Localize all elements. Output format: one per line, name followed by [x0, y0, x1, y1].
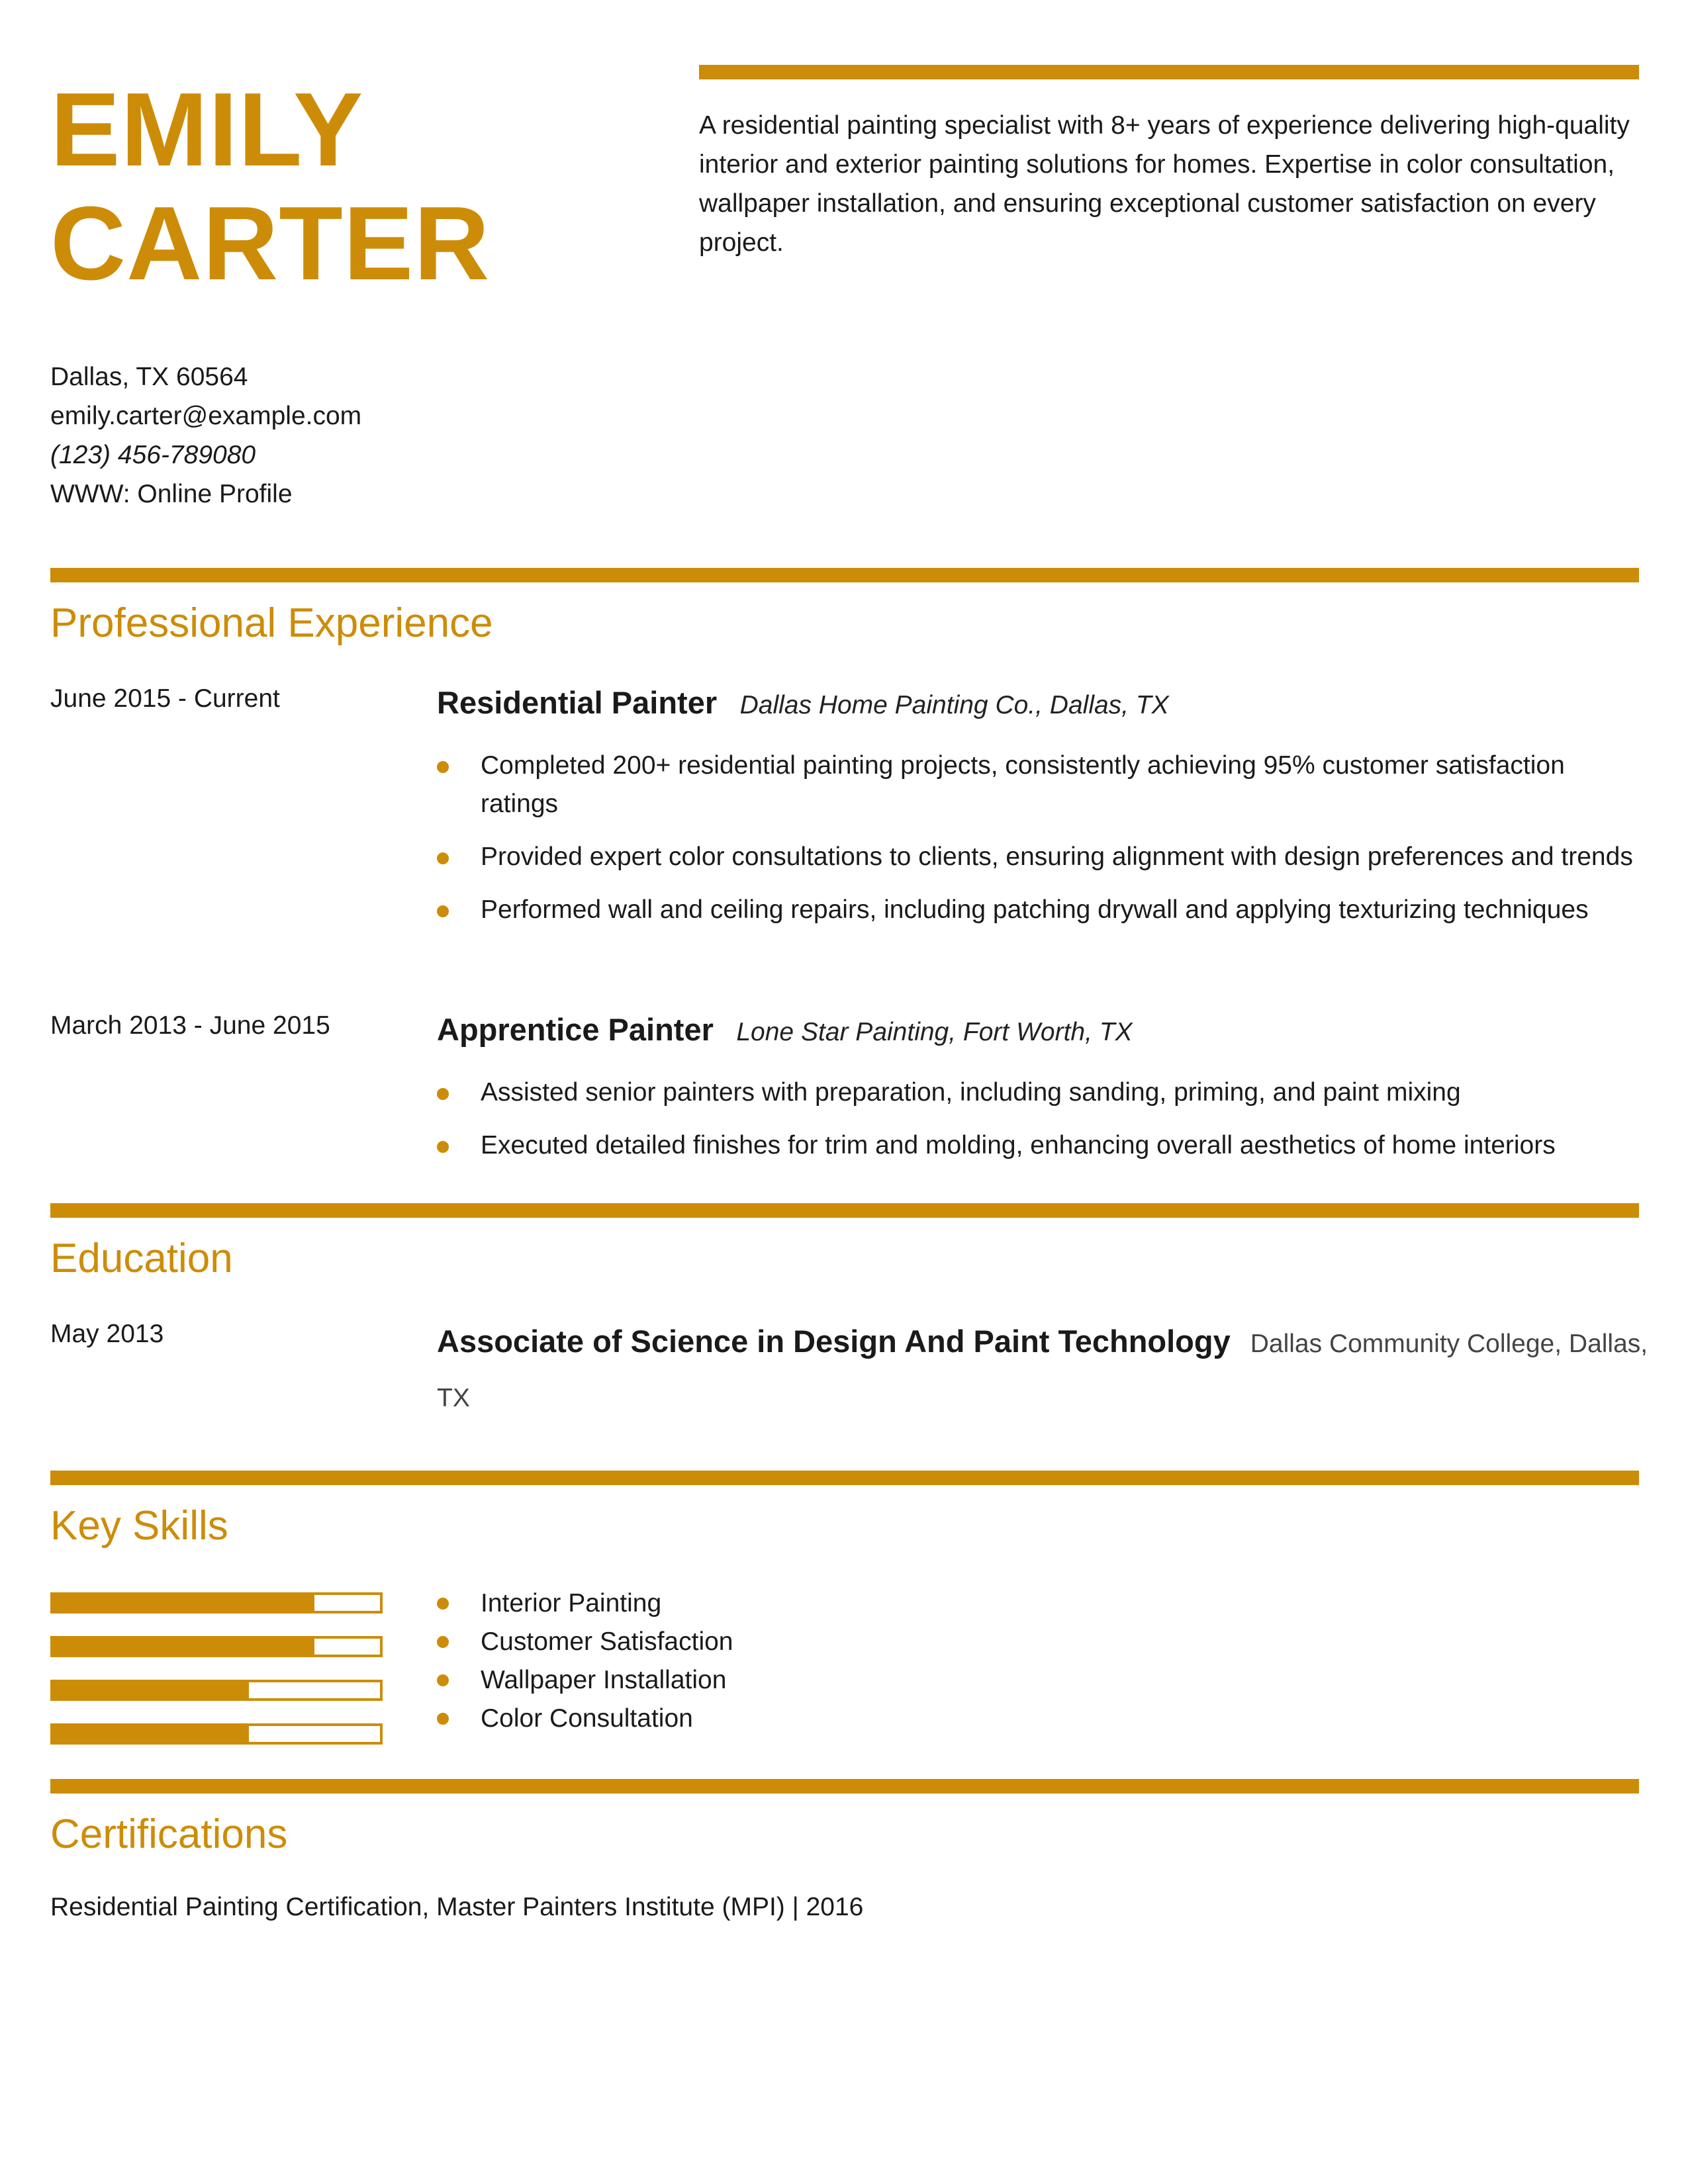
- candidate-name: [50, 73, 490, 300]
- bullet-text: Completed 200+ residential painting projects, consistently achieving 95% customer satisfaction ratings: [481, 751, 1565, 818]
- skill-level-bars: [50, 1592, 383, 1767]
- job-2-company: Lone Star Painting, Fort Worth, TX: [736, 1018, 1133, 1046]
- education-date: May 2013: [50, 1320, 164, 1348]
- education-school: Dallas Community College, Dallas, TX: [437, 1330, 1648, 1412]
- skill-name: Interior Painting: [481, 1589, 662, 1617]
- bullet-text: Performed wall and ceiling repairs, including patching drywall and applying texturizing techniques: [481, 895, 1589, 924]
- list-item: [437, 838, 1648, 876]
- professional-summary: A residential painting specialist with 8+ years of experience delivering high-quality interior and exterior painting solutions for homes. Expertise in color consultation, wallpaper installation, and ensuring exceptional customer satisfaction on every project.: [699, 111, 1630, 257]
- skill-item: [437, 1661, 733, 1700]
- bullet-text: Executed detailed finishes for trim and molding, enhancing overall aesthetics of home interiors: [481, 1131, 1556, 1160]
- bullet-icon: [437, 852, 449, 864]
- job-2-title: Apprentice Painter: [437, 1012, 714, 1047]
- skill-level-fill: [53, 1595, 314, 1611]
- bullet-icon: [437, 1674, 449, 1686]
- bullet-text: Provided expert color consultations to clients, ensuring alignment with design preferences and trends: [481, 842, 1633, 871]
- skill-item: [437, 1623, 733, 1661]
- job-1-bullets: [437, 747, 1648, 944]
- list-item: [437, 1073, 1648, 1112]
- certifications-heading: Certifications: [50, 1811, 288, 1857]
- bullet-icon: [437, 1636, 449, 1648]
- last-name: CARTER: [50, 185, 491, 302]
- bullet-icon: [437, 1713, 449, 1725]
- skill-level-fill: [53, 1682, 249, 1698]
- job-1-title: Residential Painter: [437, 685, 718, 720]
- first-name: EMILY: [50, 71, 364, 188]
- contact-info: [50, 357, 361, 514]
- skill-item: [437, 1700, 733, 1738]
- experience-heading: Professional Experience: [50, 600, 493, 646]
- contact-location: Dallas, TX 60564: [50, 363, 248, 391]
- contact-website[interactable]: WWW: Online Profile: [50, 480, 293, 508]
- skill-level-bar: [50, 1636, 383, 1657]
- skills-heading: Key Skills: [50, 1503, 228, 1549]
- skills-divider: [50, 1471, 1639, 1485]
- job-2-header: [437, 1011, 1133, 1048]
- skill-level-bar: [50, 1592, 383, 1614]
- list-item: [437, 1126, 1648, 1165]
- skill-item: [437, 1584, 733, 1623]
- skill-level-bar: [50, 1680, 383, 1701]
- education-heading: Education: [50, 1236, 233, 1281]
- bullet-icon: [437, 761, 449, 773]
- job-2-bullets: [437, 1073, 1648, 1179]
- skill-level-fill: [53, 1639, 314, 1655]
- skill-level-fill: [53, 1726, 249, 1742]
- certification-entry: Residential Painting Certification, Master Painters Institute (MPI) | 2016: [50, 1893, 864, 1921]
- contact-phone[interactable]: (123) 456-789080: [50, 441, 256, 469]
- list-item: [437, 891, 1648, 929]
- job-1-header: [437, 684, 1169, 721]
- skill-name: Wallpaper Installation: [481, 1666, 727, 1694]
- bullet-icon: [437, 1088, 449, 1100]
- list-item: [437, 747, 1648, 823]
- skills-list: [437, 1584, 733, 1738]
- bullet-icon: [437, 1141, 449, 1153]
- skill-name: Customer Satisfaction: [481, 1627, 733, 1656]
- education-divider: [50, 1203, 1639, 1218]
- skill-level-bar: [50, 1723, 383, 1745]
- contact-email[interactable]: emily.carter@example.com: [50, 402, 362, 430]
- bullet-text: Assisted senior painters with preparation, including sanding, priming, and paint mixing: [481, 1078, 1461, 1107]
- education-degree: Associate of Science in Design And Paint Technology: [437, 1324, 1231, 1359]
- education-entry: [437, 1317, 1648, 1428]
- job-1-dates: June 2015 - Current: [50, 684, 280, 713]
- bullet-icon: [437, 1598, 449, 1610]
- certifications-divider: [50, 1779, 1639, 1794]
- summary-divider: [699, 65, 1639, 79]
- bullet-icon: [437, 905, 449, 917]
- skill-name: Color Consultation: [481, 1704, 693, 1733]
- job-2-dates: March 2013 - June 2015: [50, 1011, 330, 1040]
- experience-divider: [50, 568, 1639, 582]
- job-1-company: Dallas Home Painting Co., Dallas, TX: [739, 691, 1169, 719]
